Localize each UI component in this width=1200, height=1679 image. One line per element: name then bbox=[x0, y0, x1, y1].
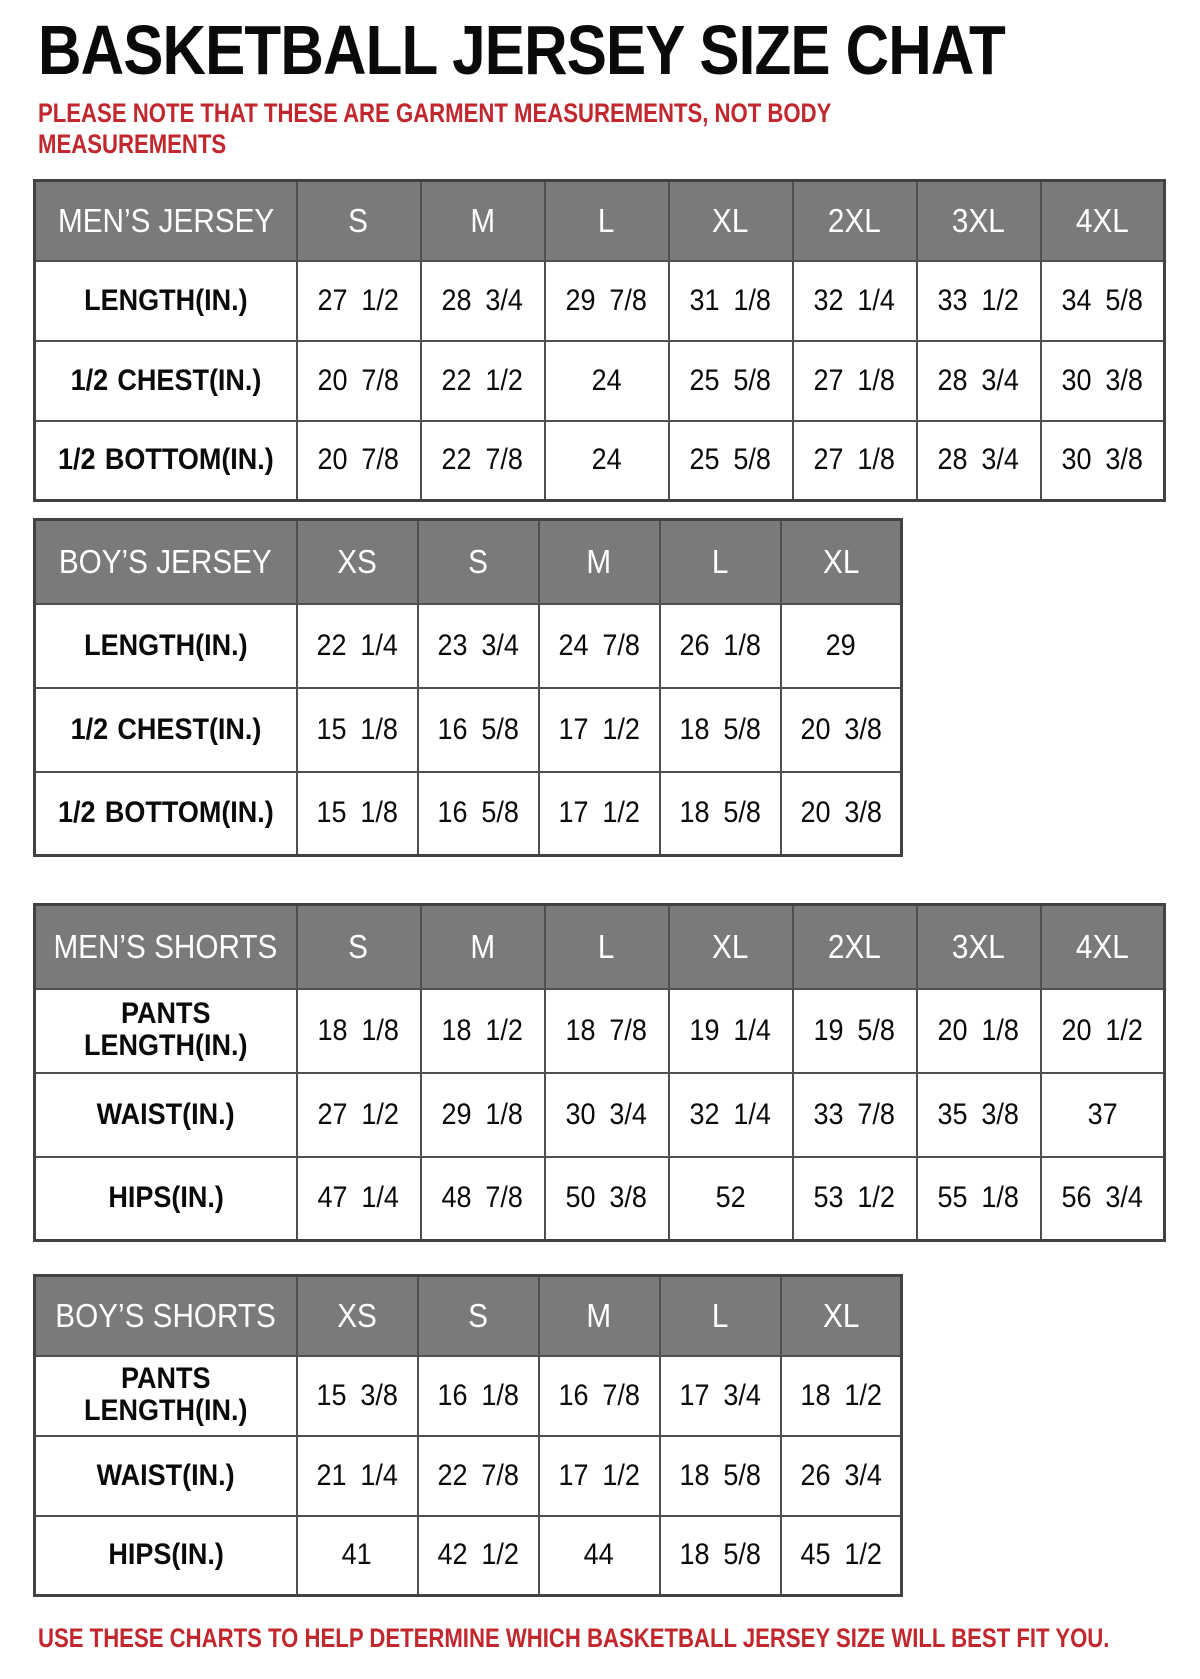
size-value-cell bbox=[539, 688, 660, 772]
row-label-cell bbox=[35, 1157, 297, 1241]
size-value-cell bbox=[297, 421, 421, 501]
row-label-cell-text: 1/2 CHEST(IN.) bbox=[70, 712, 262, 746]
size-header-cell bbox=[545, 905, 669, 989]
size-header-cell-text: M bbox=[470, 201, 495, 239]
size-value-cell bbox=[669, 1073, 793, 1157]
size-value-cell-text: 27 1/2 bbox=[317, 1097, 400, 1131]
row-label-cell-text: LENGTH(IN.) bbox=[84, 628, 248, 662]
table-title-cell-text: BOY’S JERSEY bbox=[59, 542, 273, 580]
size-header-cell bbox=[781, 520, 902, 604]
row-label-cell bbox=[35, 1356, 297, 1436]
size-value-cell-text: 24 bbox=[591, 363, 622, 397]
header-row bbox=[35, 520, 902, 604]
size-value-cell bbox=[781, 772, 902, 856]
size-value-cell bbox=[660, 772, 781, 856]
size-value-cell bbox=[917, 421, 1041, 501]
size-header-cell-text: 4XL bbox=[1075, 927, 1129, 965]
row-label-cell-text: PANTS LENGTH(IN.) bbox=[84, 1362, 248, 1428]
size-header-cell-text: L bbox=[598, 201, 615, 239]
size-value-cell bbox=[545, 1157, 669, 1241]
row-label-cell bbox=[35, 604, 297, 688]
size-value-cell-text: 22 7/8 bbox=[441, 443, 524, 477]
size-value-cell bbox=[297, 1157, 421, 1241]
size-value-cell-text: 30 3/4 bbox=[565, 1097, 648, 1131]
size-value-cell-text: 44 bbox=[583, 1538, 615, 1572]
size-value-cell-text: 42 1/2 bbox=[437, 1538, 519, 1572]
size-value-cell-text: 15 3/8 bbox=[316, 1378, 398, 1412]
boys-shorts-table bbox=[33, 1274, 903, 1597]
size-value-cell-text: 31 1/8 bbox=[689, 283, 772, 317]
row-label-cell-text: LENGTH(IN.) bbox=[84, 283, 248, 317]
size-header-cell bbox=[421, 181, 545, 261]
size-value-cell-text: 20 3/8 bbox=[800, 796, 882, 830]
size-value-cell bbox=[539, 604, 660, 688]
table-row bbox=[35, 604, 902, 688]
row-label-cell-text: 1/2 BOTTOM(IN.) bbox=[57, 796, 274, 830]
size-header-cell-text: S bbox=[348, 927, 369, 965]
size-value-cell-text: 23 3/4 bbox=[437, 628, 519, 662]
size-header-cell bbox=[418, 1276, 539, 1356]
row-label-cell-text: HIPS(IN.) bbox=[107, 1538, 224, 1572]
size-value-cell bbox=[297, 772, 418, 856]
table-row bbox=[35, 989, 1165, 1073]
size-value-cell bbox=[1041, 1157, 1165, 1241]
size-value-cell bbox=[297, 1356, 418, 1436]
size-header-cell-text: S bbox=[348, 201, 369, 239]
fit-advice-note: USE THESE CHARTS TO HELP DETERMINE WHICH BASKETBALL JERSEY SIZE WILL BEST FIT YOU. bbox=[38, 1623, 1110, 1654]
row-label-cell bbox=[35, 688, 297, 772]
size-value-cell bbox=[781, 688, 902, 772]
size-value-cell bbox=[669, 989, 793, 1073]
size-value-cell bbox=[539, 1436, 660, 1516]
row-label-cell bbox=[35, 261, 297, 341]
size-value-cell bbox=[421, 989, 545, 1073]
size-value-cell bbox=[418, 688, 539, 772]
size-header-cell-text: 2XL bbox=[828, 927, 881, 965]
size-value-cell-text: 56 3/4 bbox=[1061, 1181, 1143, 1215]
size-value-cell-text: 16 5/8 bbox=[437, 796, 519, 830]
size-value-cell-text: 22 1/2 bbox=[441, 363, 524, 397]
size-header-cell-text: XL bbox=[712, 201, 749, 239]
size-value-cell bbox=[781, 604, 902, 688]
table-title-cell-text: BOY’S SHORTS bbox=[55, 1296, 277, 1334]
size-value-cell-text: 48 7/8 bbox=[441, 1181, 524, 1215]
size-value-cell-text: 34 5/8 bbox=[1061, 283, 1143, 317]
size-header-cell bbox=[793, 905, 917, 989]
size-value-cell bbox=[421, 341, 545, 421]
row-label-cell-text: 1/2 BOTTOM(IN.) bbox=[57, 443, 274, 477]
size-value-cell-text: 27 1/8 bbox=[813, 363, 896, 397]
table-row bbox=[35, 1356, 902, 1436]
size-value-cell bbox=[793, 1073, 917, 1157]
row-label-cell-text: WAIST(IN.) bbox=[96, 1097, 235, 1131]
size-value-cell bbox=[545, 421, 669, 501]
size-value-cell-text: 18 1/8 bbox=[317, 1013, 400, 1047]
size-value-cell bbox=[297, 604, 418, 688]
size-value-cell bbox=[545, 1073, 669, 1157]
row-label-cell-text: HIPS(IN.) bbox=[107, 1181, 224, 1215]
size-value-cell bbox=[539, 772, 660, 856]
size-value-cell bbox=[297, 261, 421, 341]
size-value-cell bbox=[297, 1516, 418, 1596]
size-header-cell-text: M bbox=[470, 927, 495, 965]
size-header-cell bbox=[297, 520, 418, 604]
size-value-cell bbox=[297, 688, 418, 772]
size-value-cell bbox=[917, 1157, 1041, 1241]
size-value-cell-text: 53 1/2 bbox=[813, 1181, 896, 1215]
size-value-cell bbox=[1041, 1073, 1165, 1157]
size-value-cell bbox=[917, 1073, 1041, 1157]
size-value-cell bbox=[793, 421, 917, 501]
row-label-cell bbox=[35, 1516, 297, 1596]
page-title: BASKETBALL JERSEY SIZE CHAT bbox=[38, 11, 1005, 89]
size-value-cell bbox=[669, 341, 793, 421]
size-value-cell-text: 45 1/2 bbox=[800, 1538, 882, 1572]
size-value-cell-text: 47 1/4 bbox=[317, 1181, 400, 1215]
size-header-cell bbox=[781, 1276, 902, 1356]
row-label-cell bbox=[35, 989, 297, 1073]
row-label-cell-text: 1/2 CHEST(IN.) bbox=[70, 363, 262, 397]
row-label-cell bbox=[35, 341, 297, 421]
row-label-cell-text: WAIST(IN.) bbox=[96, 1458, 235, 1492]
table-title-cell bbox=[35, 520, 297, 604]
size-value-cell bbox=[660, 688, 781, 772]
size-value-cell-text: 16 5/8 bbox=[437, 712, 519, 746]
size-value-cell bbox=[297, 989, 421, 1073]
size-value-cell-text: 18 7/8 bbox=[565, 1013, 648, 1047]
size-value-cell-text: 18 5/8 bbox=[679, 712, 761, 746]
size-header-cell bbox=[297, 905, 421, 989]
size-value-cell bbox=[539, 1356, 660, 1436]
size-value-cell-text: 20 1/8 bbox=[937, 1013, 1020, 1047]
size-header-cell bbox=[539, 1276, 660, 1356]
size-value-cell bbox=[297, 341, 421, 421]
size-value-cell-text: 18 1/2 bbox=[800, 1378, 882, 1412]
size-value-cell-text: 29 7/8 bbox=[565, 283, 648, 317]
size-header-cell bbox=[669, 905, 793, 989]
size-header-cell-text: 2XL bbox=[828, 201, 881, 239]
size-value-cell-text: 27 1/2 bbox=[317, 283, 400, 317]
size-value-cell bbox=[297, 1436, 418, 1516]
size-value-cell-text: 29 bbox=[825, 628, 856, 662]
table-row bbox=[35, 1073, 1165, 1157]
boys-jersey-table bbox=[33, 518, 903, 857]
size-value-cell-text: 25 5/8 bbox=[689, 443, 772, 477]
size-value-cell bbox=[421, 1073, 545, 1157]
size-value-cell-text: 16 7/8 bbox=[558, 1378, 640, 1412]
size-header-cell bbox=[539, 520, 660, 604]
size-value-cell-text: 18 5/8 bbox=[679, 1538, 761, 1572]
size-value-cell bbox=[917, 989, 1041, 1073]
size-value-cell bbox=[421, 261, 545, 341]
size-value-cell bbox=[781, 1436, 902, 1516]
size-header-cell bbox=[297, 181, 421, 261]
size-value-cell-text: 29 1/8 bbox=[441, 1097, 524, 1131]
size-value-cell bbox=[793, 261, 917, 341]
size-header-cell bbox=[1041, 905, 1165, 989]
size-header-cell-text: XS bbox=[337, 1296, 377, 1334]
table-row bbox=[35, 341, 1165, 421]
size-value-cell-text: 19 5/8 bbox=[813, 1013, 896, 1047]
size-value-cell bbox=[660, 1356, 781, 1436]
size-value-cell bbox=[793, 341, 917, 421]
size-value-cell bbox=[660, 604, 781, 688]
size-header-cell-text: XL bbox=[822, 1296, 859, 1334]
garment-measurement-note: PLEASE NOTE THAT THESE ARE GARMENT MEASUREMENTS, NOT BODY MEASUREMENTS bbox=[38, 97, 831, 160]
size-value-cell-text: 28 3/4 bbox=[937, 443, 1020, 477]
size-value-cell-text: 17 1/2 bbox=[558, 712, 640, 746]
size-value-cell bbox=[917, 341, 1041, 421]
size-value-cell bbox=[781, 1516, 902, 1596]
size-header-cell bbox=[660, 520, 781, 604]
table-title-cell-text: MEN’S SHORTS bbox=[53, 927, 278, 965]
table-title-cell bbox=[35, 1276, 297, 1356]
size-value-cell bbox=[1041, 261, 1165, 341]
size-value-cell-text: 30 3/8 bbox=[1061, 443, 1143, 477]
size-header-cell bbox=[545, 181, 669, 261]
row-label-cell bbox=[35, 1436, 297, 1516]
size-value-cell-text: 26 3/4 bbox=[800, 1458, 882, 1492]
size-value-cell-text: 22 7/8 bbox=[437, 1458, 519, 1492]
size-value-cell bbox=[660, 1516, 781, 1596]
size-value-cell-text: 18 1/2 bbox=[441, 1013, 524, 1047]
size-value-cell bbox=[418, 1356, 539, 1436]
size-header-cell-text: M bbox=[586, 1296, 612, 1334]
size-value-cell-text: 24 bbox=[591, 443, 622, 477]
size-value-cell-text: 17 3/4 bbox=[679, 1378, 761, 1412]
size-value-cell bbox=[297, 1073, 421, 1157]
size-value-cell bbox=[418, 604, 539, 688]
size-value-cell-text: 32 1/4 bbox=[813, 283, 896, 317]
size-value-cell-text: 28 3/4 bbox=[441, 283, 524, 317]
header-row bbox=[35, 1276, 902, 1356]
size-value-cell bbox=[669, 421, 793, 501]
size-value-cell bbox=[539, 1516, 660, 1596]
size-value-cell bbox=[418, 772, 539, 856]
size-value-cell bbox=[781, 1356, 902, 1436]
size-header-cell-text: M bbox=[586, 542, 612, 580]
row-label-cell bbox=[35, 421, 297, 501]
size-value-cell-text: 16 1/8 bbox=[437, 1378, 519, 1412]
size-value-cell-text: 55 1/8 bbox=[937, 1181, 1020, 1215]
table-title-cell-text: MEN’S JERSEY bbox=[57, 201, 274, 239]
size-value-cell-text: 20 3/8 bbox=[800, 712, 882, 746]
table-row bbox=[35, 261, 1165, 341]
size-header-cell-text: S bbox=[468, 542, 488, 580]
row-label-cell bbox=[35, 1073, 297, 1157]
size-header-cell-text: L bbox=[598, 927, 615, 965]
size-header-cell bbox=[421, 905, 545, 989]
size-value-cell-text: 33 1/2 bbox=[937, 283, 1020, 317]
size-value-cell-text: 18 5/8 bbox=[679, 1458, 761, 1492]
size-value-cell bbox=[418, 1516, 539, 1596]
size-header-cell-text: L bbox=[711, 1296, 729, 1334]
table-title-cell bbox=[35, 181, 297, 261]
size-value-cell bbox=[793, 989, 917, 1073]
size-value-cell-text: 26 1/8 bbox=[679, 628, 761, 662]
size-value-cell bbox=[669, 1157, 793, 1241]
size-header-cell bbox=[917, 181, 1041, 261]
size-value-cell-text: 25 5/8 bbox=[689, 363, 772, 397]
table-row bbox=[35, 688, 902, 772]
table-row bbox=[35, 772, 902, 856]
size-value-cell bbox=[917, 261, 1041, 341]
size-value-cell-text: 17 1/2 bbox=[558, 1458, 640, 1492]
size-value-cell bbox=[1041, 989, 1165, 1073]
size-value-cell bbox=[660, 1436, 781, 1516]
size-value-cell-text: 24 7/8 bbox=[558, 628, 640, 662]
size-value-cell-text: 20 1/2 bbox=[1061, 1013, 1143, 1047]
size-header-cell-text: XS bbox=[337, 542, 377, 580]
size-value-cell-text: 18 5/8 bbox=[679, 796, 761, 830]
size-value-cell-text: 33 7/8 bbox=[813, 1097, 896, 1131]
size-value-cell-text: 21 1/4 bbox=[316, 1458, 398, 1492]
size-value-cell-text: 15 1/8 bbox=[316, 796, 398, 830]
size-value-cell-text: 30 3/8 bbox=[1061, 363, 1143, 397]
size-value-cell bbox=[1041, 421, 1165, 501]
size-value-cell-text: 41 bbox=[341, 1538, 373, 1572]
header-row bbox=[35, 181, 1165, 261]
size-value-cell bbox=[1041, 341, 1165, 421]
size-value-cell bbox=[421, 421, 545, 501]
mens-jersey-table bbox=[33, 179, 1166, 502]
size-value-cell bbox=[418, 1436, 539, 1516]
table-row bbox=[35, 1516, 902, 1596]
size-value-cell-text: 28 3/4 bbox=[937, 363, 1020, 397]
size-header-cell bbox=[660, 1276, 781, 1356]
row-label-cell bbox=[35, 772, 297, 856]
table-title-cell bbox=[35, 905, 297, 989]
size-value-cell-text: 37 bbox=[1087, 1097, 1118, 1131]
size-header-cell-text: 3XL bbox=[952, 927, 1005, 965]
size-header-cell-text: S bbox=[468, 1296, 488, 1334]
size-header-cell bbox=[1041, 181, 1165, 261]
size-header-cell bbox=[669, 181, 793, 261]
size-header-cell bbox=[418, 520, 539, 604]
size-header-cell-text: L bbox=[711, 542, 729, 580]
size-value-cell-text: 20 7/8 bbox=[317, 363, 400, 397]
row-label-cell-text: PANTS LENGTH(IN.) bbox=[84, 997, 248, 1063]
size-header-cell-text: 4XL bbox=[1075, 201, 1129, 239]
size-value-cell bbox=[421, 1157, 545, 1241]
table-row bbox=[35, 1157, 1165, 1241]
size-value-cell-text: 19 1/4 bbox=[689, 1013, 772, 1047]
mens-shorts-table bbox=[33, 903, 1166, 1242]
size-value-cell-text: 27 1/8 bbox=[813, 443, 896, 477]
size-value-cell-text: 52 bbox=[715, 1181, 746, 1215]
size-value-cell bbox=[545, 989, 669, 1073]
size-value-cell-text: 22 1/4 bbox=[316, 628, 398, 662]
size-header-cell-text: XL bbox=[712, 927, 749, 965]
size-value-cell bbox=[545, 341, 669, 421]
size-header-cell-text: 3XL bbox=[952, 201, 1005, 239]
size-value-cell bbox=[669, 261, 793, 341]
size-value-cell-text: 35 3/8 bbox=[937, 1097, 1020, 1131]
size-header-cell bbox=[793, 181, 917, 261]
table-row bbox=[35, 421, 1165, 501]
size-value-cell-text: 50 3/8 bbox=[565, 1181, 648, 1215]
size-value-cell bbox=[545, 261, 669, 341]
size-value-cell-text: 15 1/8 bbox=[316, 712, 398, 746]
size-value-cell bbox=[793, 1157, 917, 1241]
size-header-cell-text: XL bbox=[822, 542, 859, 580]
table-row bbox=[35, 1436, 902, 1516]
header-row bbox=[35, 905, 1165, 989]
size-value-cell-text: 20 7/8 bbox=[317, 443, 400, 477]
size-header-cell bbox=[917, 905, 1041, 989]
size-value-cell-text: 17 1/2 bbox=[558, 796, 640, 830]
size-header-cell bbox=[297, 1276, 418, 1356]
size-value-cell-text: 32 1/4 bbox=[689, 1097, 772, 1131]
